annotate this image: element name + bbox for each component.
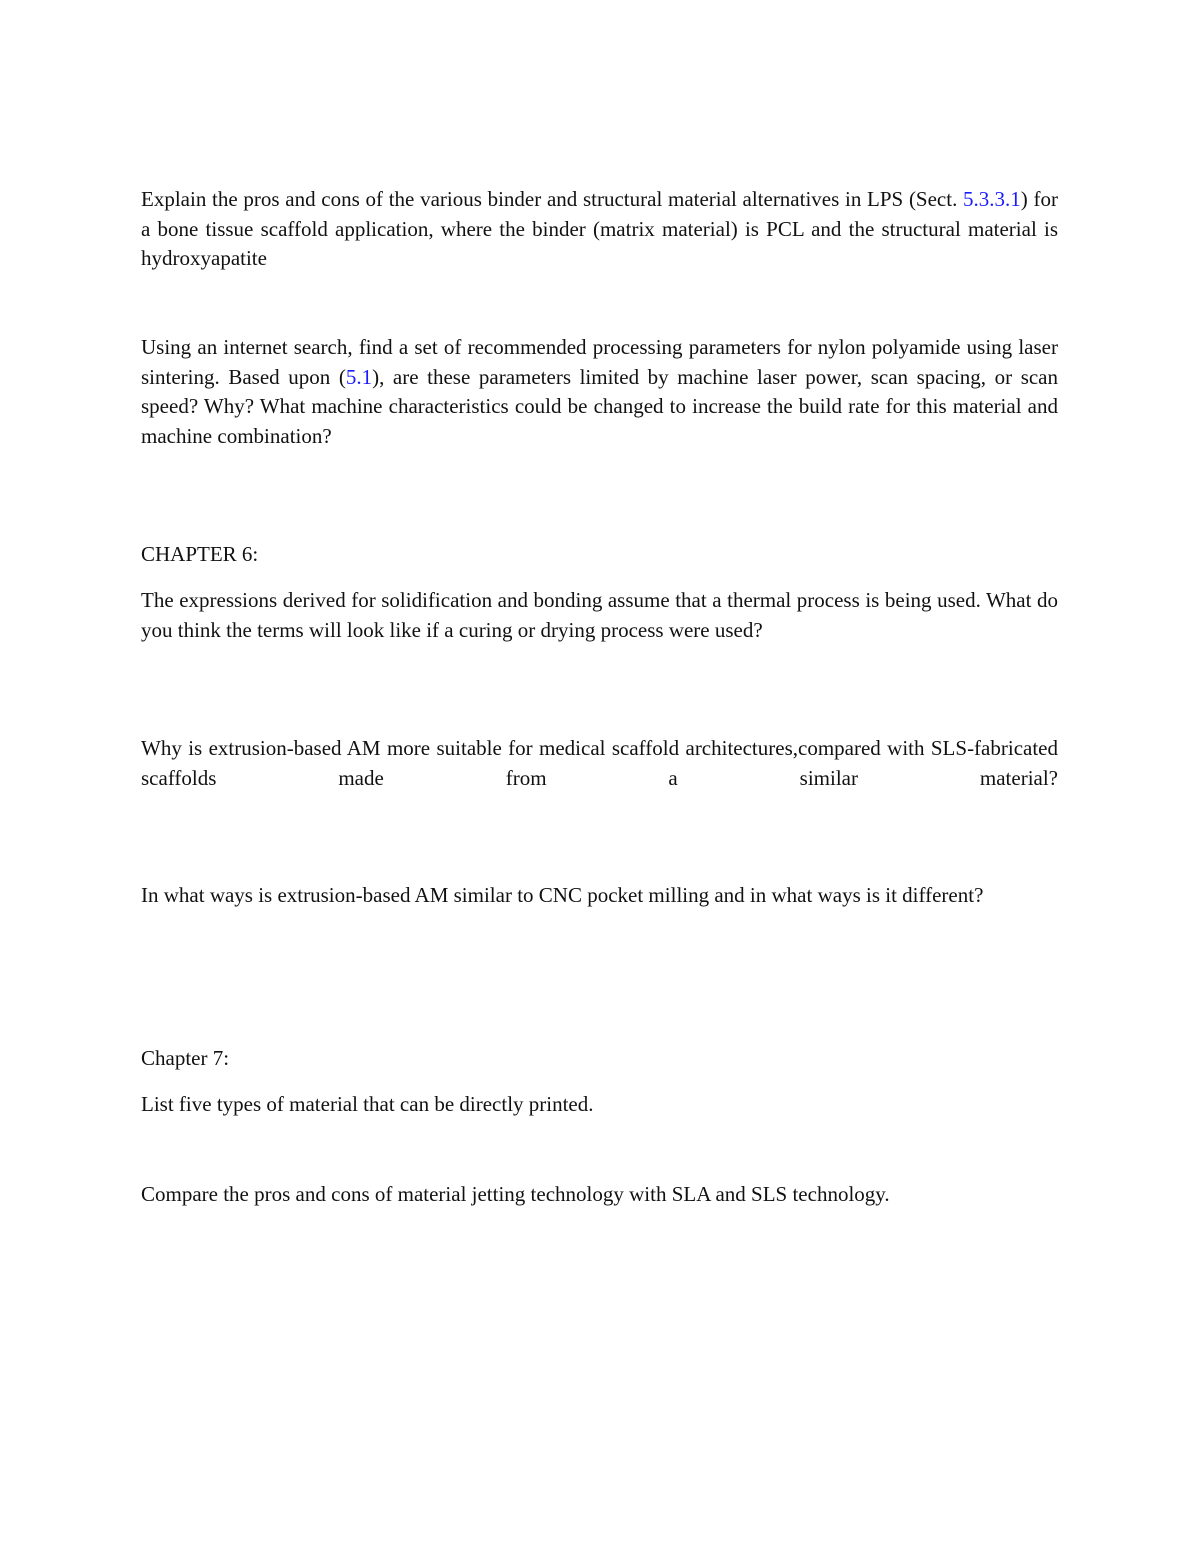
text: Using an internet search, find a set of recommended processing parameters for nylon polyamide using laser sintering. Based upon ( <box>141 335 1058 389</box>
question-cnc-milling: In what ways is extrusion-based AM similar to CNC pocket milling and in what ways is it different? <box>141 883 984 907</box>
question-printable-materials: List five types of material that can be directly printed. <box>141 1092 594 1116</box>
question-nylon-sintering <box>141 333 1058 451</box>
text: ), are these parameters limited by machine laser power, scan spacing, or scan speed? Why? What machine characteristics could be changed to increase the build rate for this material and machine combination? <box>141 364 1059 448</box>
question-solidification: The expressions derived for solidification and bonding assume that a thermal process is being used. What do you think the terms will look like if a curing or drying process were used? <box>141 588 1058 642</box>
text: Explain the pros and cons of the various binder and structural material alternatives in LPS (Sect. <box>141 187 964 211</box>
text: ) for a bone tissue scaffold application, where the binder (matrix material) is PCL and the structural material is hydroxyapatite <box>141 187 1058 270</box>
chapter-6-heading: CHAPTER 6: <box>141 542 259 566</box>
question-lps-binder <box>141 185 1058 274</box>
equation-link[interactable]: 5.1 <box>345 364 373 389</box>
question-extrusion-scaffold: Why is extrusion-based AM more suitable for medical scaffold architectures,compared with SLS-fabricated scaffolds made from a similar material? <box>141 736 1058 790</box>
section-link[interactable]: 5.3.3.1 <box>963 187 1021 211</box>
chapter-7-heading: Chapter 7: <box>141 1046 230 1070</box>
question-material-jetting: Compare the pros and cons of material jetting technology with SLA and SLS technology. <box>141 1182 890 1206</box>
